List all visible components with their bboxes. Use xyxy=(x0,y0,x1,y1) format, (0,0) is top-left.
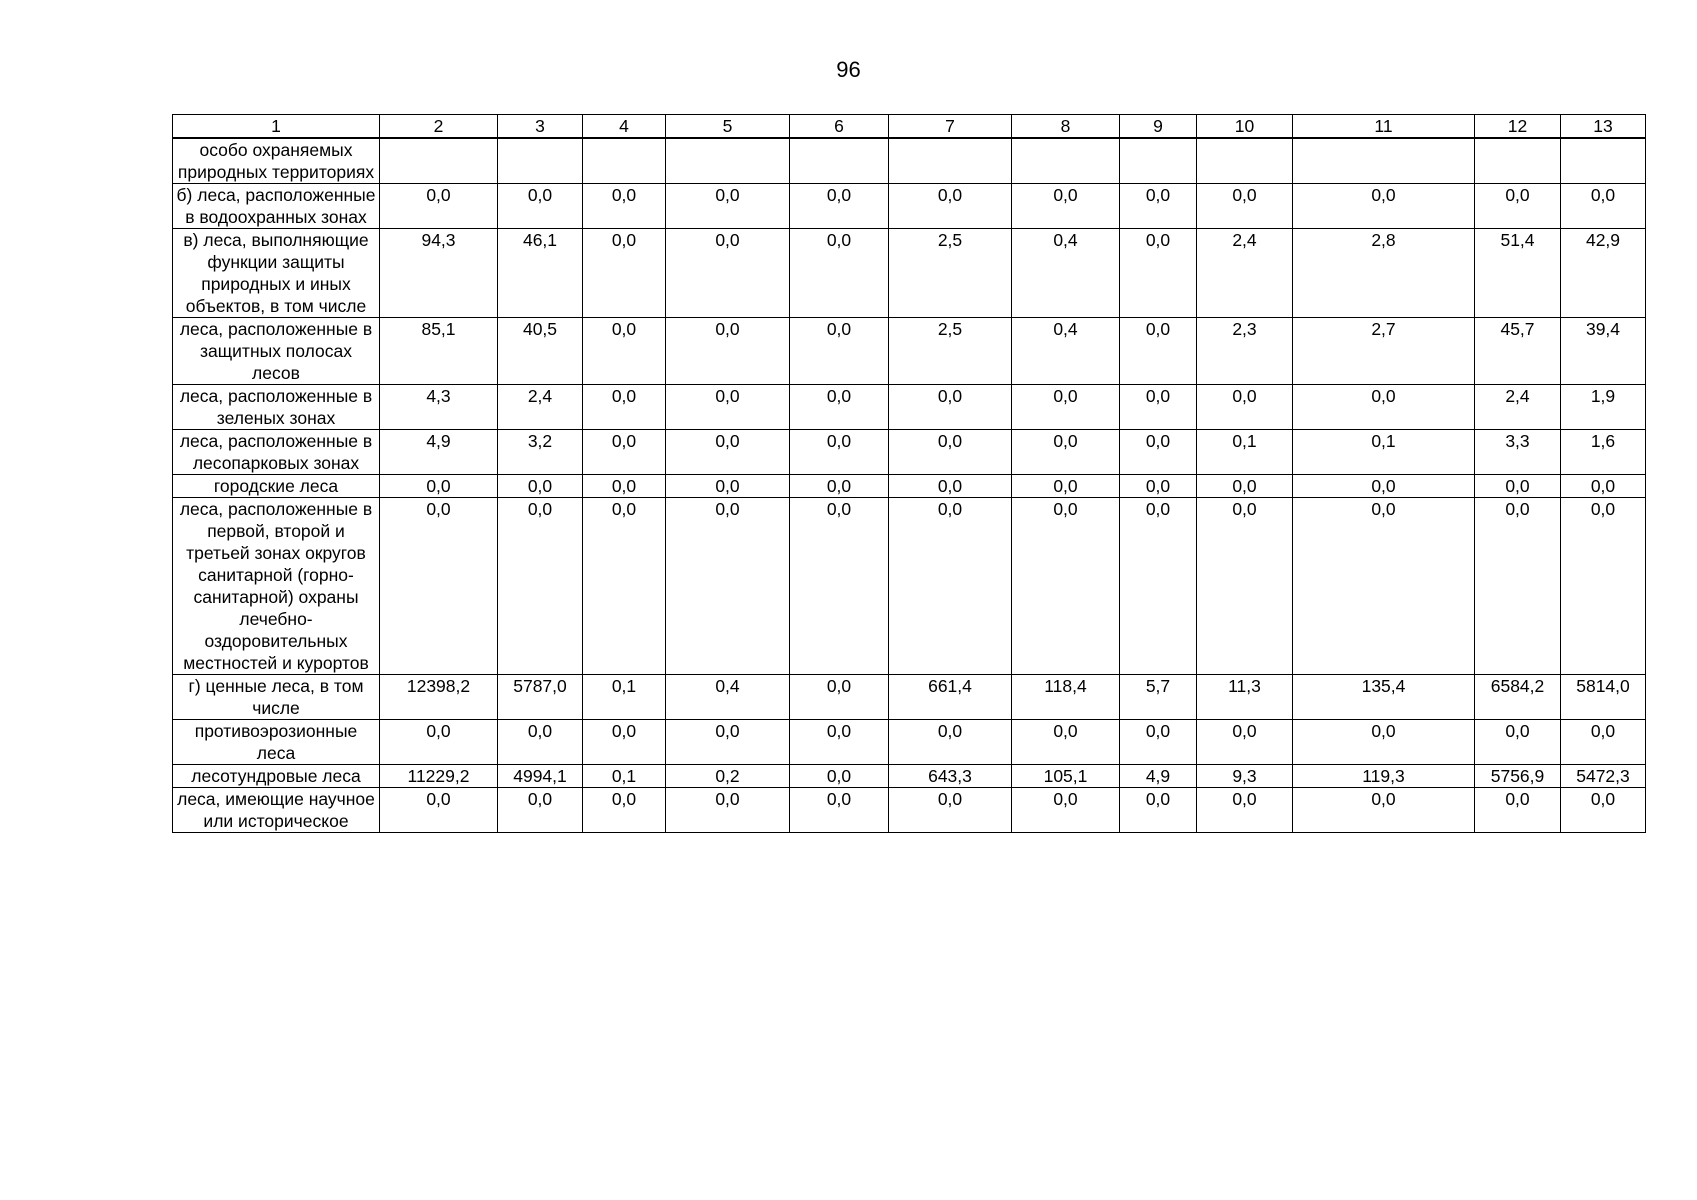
table-cell: 0,0 xyxy=(1120,229,1197,318)
table-cell: 0,0 xyxy=(1012,385,1120,430)
table-cell: 42,9 xyxy=(1561,229,1646,318)
table-cell: 11229,2 xyxy=(380,765,498,788)
table-row xyxy=(173,385,1646,430)
table-cell: 94,3 xyxy=(380,229,498,318)
table-cell: 2,8 xyxy=(1293,229,1475,318)
table-cell xyxy=(1561,138,1646,184)
table-cell: 0,0 xyxy=(1120,385,1197,430)
table-row xyxy=(173,788,1646,833)
table-cell: 0,1 xyxy=(1197,430,1293,475)
table-body xyxy=(173,138,1646,833)
table-cell: 4,3 xyxy=(380,385,498,430)
table-cell: 0,0 xyxy=(583,184,666,229)
table-cell: 0,0 xyxy=(889,184,1012,229)
table-cell: 0,0 xyxy=(666,720,790,765)
table-row xyxy=(173,720,1646,765)
table-cell: 0,1 xyxy=(1293,430,1475,475)
table-cell: 118,4 xyxy=(1012,675,1120,720)
table-cell: 5787,0 xyxy=(498,675,583,720)
table-cell: 0,2 xyxy=(666,765,790,788)
table-cell: 0,0 xyxy=(380,788,498,833)
column-header: 10 xyxy=(1197,115,1293,139)
table-cell: 5814,0 xyxy=(1561,675,1646,720)
row-label: городские леса xyxy=(173,475,380,498)
table-cell: 0,0 xyxy=(790,788,889,833)
table-cell: 0,0 xyxy=(583,720,666,765)
table-cell: 0,0 xyxy=(1561,475,1646,498)
table-cell: 2,3 xyxy=(1197,318,1293,385)
table-cell xyxy=(583,138,666,184)
table-cell: 2,4 xyxy=(1475,385,1561,430)
table-cell: 0,0 xyxy=(889,788,1012,833)
table-row xyxy=(173,184,1646,229)
table-cell: 0,0 xyxy=(1120,720,1197,765)
column-header: 7 xyxy=(889,115,1012,139)
table-cell: 661,4 xyxy=(889,675,1012,720)
row-label: леса, расположенные в первой, второй и третьей зонах округов санитарной (горно-санитарной) охраны лечебно-оздоровительных местностей и курортов xyxy=(173,498,380,675)
table-cell: 0,0 xyxy=(790,229,889,318)
table-cell: 0,0 xyxy=(666,318,790,385)
table-cell: 4,9 xyxy=(380,430,498,475)
column-header: 5 xyxy=(666,115,790,139)
table-cell: 0,0 xyxy=(498,475,583,498)
page-number: 96 xyxy=(836,57,861,82)
row-label: леса, расположенные в лесопарковых зонах xyxy=(173,430,380,475)
column-header: 6 xyxy=(790,115,889,139)
table-cell: 0,4 xyxy=(666,675,790,720)
row-label: в) леса, выполняющие функции защиты природных и иных объектов, в том числе xyxy=(173,229,380,318)
table-cell: 3,3 xyxy=(1475,430,1561,475)
table-cell xyxy=(498,138,583,184)
table-cell: 0,0 xyxy=(790,498,889,675)
table-cell: 0,0 xyxy=(583,430,666,475)
forest-data-table xyxy=(172,114,1646,833)
table-cell: 643,3 xyxy=(889,765,1012,788)
table-cell: 2,4 xyxy=(1197,229,1293,318)
table-cell: 0,0 xyxy=(1197,475,1293,498)
table-cell: 0,0 xyxy=(1293,184,1475,229)
table-cell: 0,0 xyxy=(380,184,498,229)
table-cell: 40,5 xyxy=(498,318,583,385)
column-header: 3 xyxy=(498,115,583,139)
table-cell: 0,0 xyxy=(583,475,666,498)
table-cell: 0,0 xyxy=(1475,184,1561,229)
table-cell: 0,0 xyxy=(1561,184,1646,229)
column-number-row xyxy=(173,115,1646,139)
table-cell: 11,3 xyxy=(1197,675,1293,720)
table-cell xyxy=(666,138,790,184)
table-cell: 0,0 xyxy=(583,318,666,385)
table-cell: 0,0 xyxy=(380,498,498,675)
table-cell xyxy=(1197,138,1293,184)
table-cell: 0,0 xyxy=(1293,720,1475,765)
table-cell: 0,1 xyxy=(583,675,666,720)
table-cell: 0,0 xyxy=(1293,498,1475,675)
table-cell: 85,1 xyxy=(380,318,498,385)
table-cell: 0,0 xyxy=(790,475,889,498)
table-row xyxy=(173,430,1646,475)
table-cell: 119,3 xyxy=(1293,765,1475,788)
table-cell: 0,0 xyxy=(1197,788,1293,833)
column-header: 8 xyxy=(1012,115,1120,139)
table-cell: 0,0 xyxy=(666,475,790,498)
table-cell: 0,0 xyxy=(790,675,889,720)
table-cell xyxy=(889,138,1012,184)
table-row xyxy=(173,675,1646,720)
table-cell: 0,0 xyxy=(790,318,889,385)
table-cell: 3,2 xyxy=(498,430,583,475)
table-cell xyxy=(380,138,498,184)
table-cell: 5756,9 xyxy=(1475,765,1561,788)
table-cell: 0,0 xyxy=(1012,475,1120,498)
table-cell: 46,1 xyxy=(498,229,583,318)
table-cell: 0,0 xyxy=(1197,720,1293,765)
table-cell: 4,9 xyxy=(1120,765,1197,788)
table-cell: 0,0 xyxy=(1197,385,1293,430)
row-label: противоэрозионные леса xyxy=(173,720,380,765)
table-cell: 12398,2 xyxy=(380,675,498,720)
table-row xyxy=(173,138,1646,184)
table-cell: 0,4 xyxy=(1012,229,1120,318)
table-cell: 0,0 xyxy=(1475,475,1561,498)
table-cell: 0,0 xyxy=(666,430,790,475)
table-cell: 5472,3 xyxy=(1561,765,1646,788)
table-cell: 0,0 xyxy=(1120,475,1197,498)
table-cell: 0,0 xyxy=(1120,498,1197,675)
table-cell: 0,0 xyxy=(498,788,583,833)
table-row xyxy=(173,475,1646,498)
column-header: 13 xyxy=(1561,115,1646,139)
column-header: 12 xyxy=(1475,115,1561,139)
table-cell: 0,0 xyxy=(1012,720,1120,765)
table-cell: 4994,1 xyxy=(498,765,583,788)
table-cell: 0,0 xyxy=(1197,498,1293,675)
table-cell: 0,0 xyxy=(583,788,666,833)
table-cell: 0,0 xyxy=(889,430,1012,475)
table-cell: 0,1 xyxy=(583,765,666,788)
table-cell: 0,0 xyxy=(498,498,583,675)
table-cell: 0,0 xyxy=(1293,788,1475,833)
table-cell: 0,4 xyxy=(1012,318,1120,385)
table-cell: 135,4 xyxy=(1293,675,1475,720)
column-header: 9 xyxy=(1120,115,1197,139)
table-cell: 0,0 xyxy=(790,720,889,765)
table-cell xyxy=(1293,138,1475,184)
table-cell: 0,0 xyxy=(666,385,790,430)
table-cell: 0,0 xyxy=(498,720,583,765)
table-cell: 0,0 xyxy=(1561,498,1646,675)
table-cell: 0,0 xyxy=(666,184,790,229)
table-row xyxy=(173,229,1646,318)
table-cell: 0,0 xyxy=(583,498,666,675)
table-cell: 0,0 xyxy=(889,720,1012,765)
table-cell: 51,4 xyxy=(1475,229,1561,318)
table-cell: 0,0 xyxy=(889,475,1012,498)
table-cell: 0,0 xyxy=(1293,475,1475,498)
table-row xyxy=(173,318,1646,385)
column-header: 2 xyxy=(380,115,498,139)
table-cell: 0,0 xyxy=(1120,788,1197,833)
table-cell: 0,0 xyxy=(380,475,498,498)
table-cell: 1,9 xyxy=(1561,385,1646,430)
table-cell: 0,0 xyxy=(666,788,790,833)
table-cell: 0,0 xyxy=(1012,184,1120,229)
table-cell: 0,0 xyxy=(1012,788,1120,833)
table-cell xyxy=(790,138,889,184)
column-header: 4 xyxy=(583,115,666,139)
table-cell: 0,0 xyxy=(666,498,790,675)
table-cell: 0,0 xyxy=(380,720,498,765)
table-row xyxy=(173,765,1646,788)
table-cell: 39,4 xyxy=(1561,318,1646,385)
table-cell: 0,0 xyxy=(1475,498,1561,675)
table-cell: 45,7 xyxy=(1475,318,1561,385)
table-cell: 0,0 xyxy=(790,184,889,229)
table-cell: 0,0 xyxy=(1197,184,1293,229)
row-label: б) леса, расположенные в водоохранных зонах xyxy=(173,184,380,229)
table-cell: 0,0 xyxy=(1561,720,1646,765)
table-cell: 0,0 xyxy=(1120,184,1197,229)
table-cell xyxy=(1012,138,1120,184)
table-cell: 5,7 xyxy=(1120,675,1197,720)
table-cell: 0,0 xyxy=(889,385,1012,430)
column-header: 1 xyxy=(173,115,380,139)
row-label: г) ценные леса, в том числе xyxy=(173,675,380,720)
table-cell: 2,5 xyxy=(889,318,1012,385)
table-cell: 2,5 xyxy=(889,229,1012,318)
table-cell: 0,0 xyxy=(498,184,583,229)
table-cell: 9,3 xyxy=(1197,765,1293,788)
table-cell xyxy=(1475,138,1561,184)
table-cell: 0,0 xyxy=(1120,318,1197,385)
row-label: лесотундровые леса xyxy=(173,765,380,788)
column-header: 11 xyxy=(1293,115,1475,139)
table-cell: 0,0 xyxy=(1475,720,1561,765)
table-cell: 0,0 xyxy=(790,385,889,430)
table-cell: 0,0 xyxy=(1012,430,1120,475)
table-cell: 0,0 xyxy=(1012,498,1120,675)
table-cell: 2,4 xyxy=(498,385,583,430)
table-cell: 0,0 xyxy=(666,229,790,318)
table-cell: 0,0 xyxy=(790,765,889,788)
row-label: особо охраняемых природных территориях xyxy=(173,138,380,184)
table-cell: 0,0 xyxy=(1561,788,1646,833)
table-cell: 0,0 xyxy=(1120,430,1197,475)
row-label: леса, расположенные в зеленых зонах xyxy=(173,385,380,430)
table-cell: 0,0 xyxy=(1475,788,1561,833)
table-cell xyxy=(1120,138,1197,184)
table-cell: 0,0 xyxy=(790,430,889,475)
table-cell: 1,6 xyxy=(1561,430,1646,475)
table-cell: 105,1 xyxy=(1012,765,1120,788)
table-cell: 0,0 xyxy=(889,498,1012,675)
table-cell: 2,7 xyxy=(1293,318,1475,385)
table-cell: 6584,2 xyxy=(1475,675,1561,720)
table-cell: 0,0 xyxy=(583,385,666,430)
row-label: леса, расположенные в защитных полосах лесов xyxy=(173,318,380,385)
table-cell: 0,0 xyxy=(583,229,666,318)
table-cell: 0,0 xyxy=(1293,385,1475,430)
table-row xyxy=(173,498,1646,675)
row-label: леса, имеющие научное или историческое xyxy=(173,788,380,833)
